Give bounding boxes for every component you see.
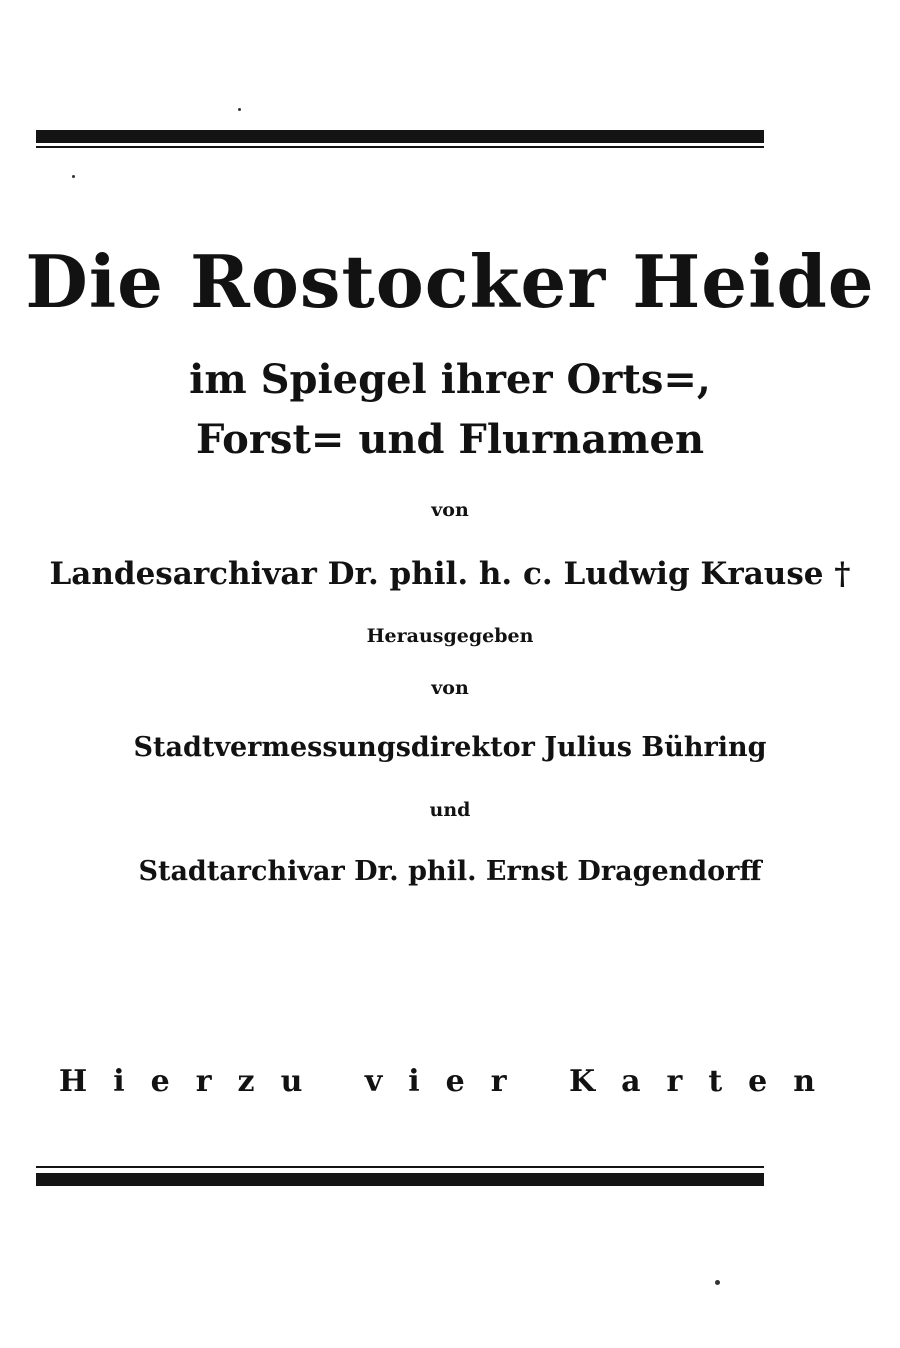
paper-speck: [238, 108, 241, 111]
editors-by-label: von: [431, 677, 469, 699]
author-by-label: von: [431, 499, 469, 521]
bottom-rule-thin: [36, 1166, 764, 1168]
bottom-rule-thick: [36, 1173, 764, 1186]
paper-speck: [72, 175, 75, 178]
editor-2-name: Stadtarchivar Dr. phil. Ernst Dragendorff: [138, 856, 762, 887]
book-subtitle-line1: im Spiegel ihrer Orts=,: [189, 356, 711, 403]
book-title: Die Rostocker Heide: [25, 239, 875, 324]
maps-note: Hierzu vier Karten: [58, 1064, 842, 1099]
top-rule-thick: [36, 130, 764, 143]
book-subtitle-line2: Forst= und Flurnamen: [195, 416, 705, 463]
editor-1-name: Stadtvermessungsdirektor Julius Bühring: [133, 732, 767, 763]
author-name: Landesarchivar Dr. phil. h. c. Ludwig Krause †: [49, 556, 851, 592]
edited-label: Herausgegeben: [366, 625, 534, 647]
top-rule-thin: [36, 146, 764, 148]
and-label: und: [429, 799, 471, 821]
paper-speck: [715, 1280, 720, 1285]
